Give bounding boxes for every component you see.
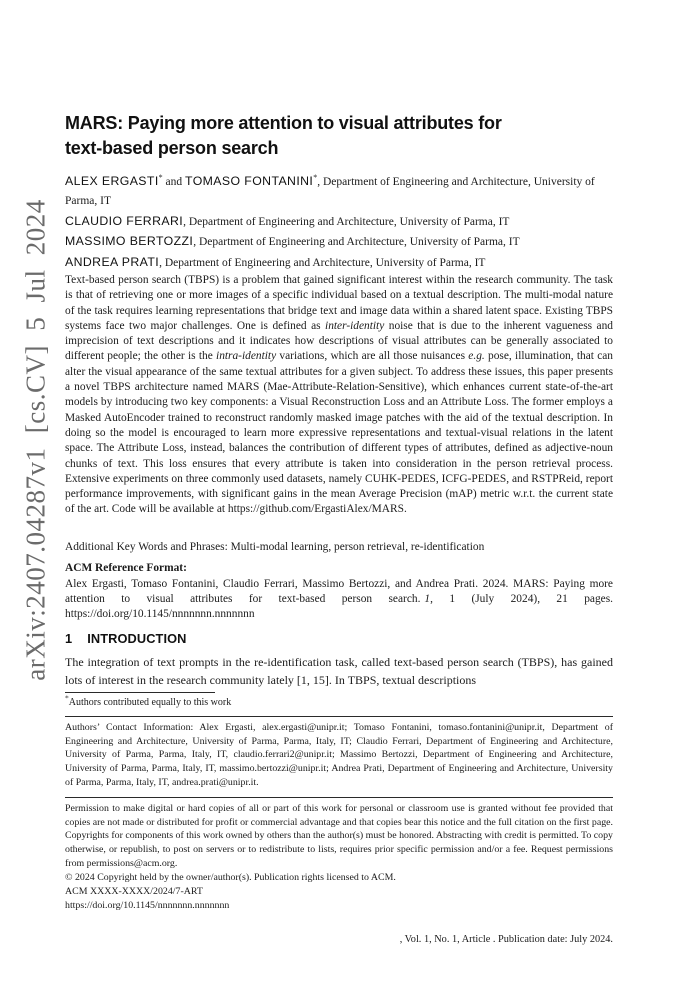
footnote-marker: * bbox=[65, 693, 69, 703]
author-block bbox=[65, 172, 613, 273]
section-title: INTRODUCTION bbox=[87, 631, 187, 646]
section-heading-introduction bbox=[65, 631, 613, 646]
arxiv-watermark: arXiv:2407.04287v1 [cs.CV] 5 Jul 2024 bbox=[20, 199, 51, 681]
author-affiliation: , Department of Engineering and Architecture, University of Parma, IT bbox=[183, 215, 510, 228]
author-affiliation: , Department of Engineering and Architecture, University of Parma, IT bbox=[159, 256, 486, 269]
introduction-paragraph: The integration of text prompts in the re-identification task, called text-based person search (TBPS), has gained lots of interest in the research community lately [1, 15]. In TBPS, textual descriptions bbox=[65, 655, 613, 687]
acm-reference-format-header: ACM Reference Format: bbox=[65, 562, 187, 574]
authors-contact-information: Authors’ Contact Information: Alex Ergasti, alex.ergasti@unipr.it; Tomaso Fontanini, tomaso.fontanini@unipr.it, Department of Engineering and Architecture, University of Parma, Parma, Italy, IT; Claudio Ferrari, Department of Engineering and Architecture, University of Parma, Parma, Italy, IT, claudio.ferrari2@unipr.it; Massimo Bertozzi, Department of Engineering and Architecture, University of Parma, Parma, Italy, IT, massimo.bertozzi@unipr.it; Andrea Prati, Department of Engineering and Architecture, University of Parma, Parma, Italy, IT, andrea.prati@unipr.it. bbox=[65, 722, 613, 788]
doi-footer-link[interactable]: https://doi.org/10.1145/nnnnnnn.nnnnnnn bbox=[65, 900, 230, 911]
author-name-fontanini: TOMASO FONTANINI bbox=[185, 174, 314, 188]
paper-title-line2: text-based person search bbox=[65, 138, 279, 158]
abstract-text: . bbox=[403, 503, 407, 516]
author-line-2 bbox=[65, 212, 613, 232]
author-name-bertozzi: MASSIMO BERTOZZI bbox=[65, 234, 194, 249]
abstract-italic-eg: e.g. bbox=[468, 350, 485, 363]
footnote-marker: * bbox=[158, 173, 163, 183]
author-name-ergasti: ALEX ERGASTI bbox=[65, 174, 159, 188]
permission-notice: Permission to make digital or hard copies of all or part of this work for personal or classroom use is granted without fee provided that copies are not made or distributed for profit or commercial advantage and that copies bear this notice and the full citation on the first page. Copyrights for components of this work owned by others than the author(s) must be honored. Abstracting with credit is permitted. To copy otherwise, or republish, to post on servers or to redistribute to lists, requires prior specific permission and/or a fee. Request permissions from permissions@acm.org. bbox=[65, 803, 613, 869]
doi-link[interactable]: https://doi.org/10.1145/nnnnnnn.nnnnnnn bbox=[65, 608, 255, 620]
author-name-ferrari: CLAUDIO FERRARI bbox=[65, 213, 184, 228]
author-affiliation: , Department of Engineering and Architecture, University of Parma, IT bbox=[193, 236, 520, 249]
journal-footer-line: , Vol. 1, No. 1, Article . Publication date: July 2024. bbox=[399, 934, 613, 945]
author-affiliation: , Department of Engineering and Architecture, University of Parma, IT bbox=[65, 176, 595, 208]
author-line-1 bbox=[65, 172, 613, 212]
paper-title-line1: MARS: Paying more attention to visual attributes for bbox=[65, 113, 502, 133]
abstract-italic-inter-identity: inter-identity bbox=[325, 319, 385, 332]
section-number: 1 bbox=[65, 631, 73, 646]
github-link[interactable]: https://github.com/ErgastiAlex/MARS bbox=[227, 503, 404, 516]
abstract-text: variations, which are all those nuisances bbox=[276, 350, 469, 363]
contact-divider-rule bbox=[65, 716, 613, 717]
footnote-rule bbox=[65, 692, 215, 693]
abstract-text: Text-based person search (TBPS) is a problem that gained significant interest within the research community. The task is that of retrieving one or more images of a specific individual based on a textual description. The multi-modal nature of the task requires learning representations that bridge text and image data within a shared latent space. Existing TBPS systems face two major challenges. One is defined as bbox=[65, 274, 613, 332]
author-line-4 bbox=[65, 253, 613, 273]
author-line-3 bbox=[65, 232, 613, 252]
abstract-italic-intra-identity: intra-identity bbox=[216, 350, 277, 363]
abstract-text: pose, illumination, that can alter the visual appearance of the same textual attributes for a given subject. To address these issues, this paper presents a novel TBPS architecture named MARS (Mae-Attribute-Relation-Sensitive), which enhances current state-of-the-art models by introducing two key components: a Visual Reconstruction Loss and an Attribute Loss. The former employs a Masked AutoEncoder trained to reconstruct randomly masked image patches with the aid of the textual description. In doing so the model is encouraged to learn more expressive representations and textual-visual relations in the latent space. The Attribute Loss, instead, balances the contribution of different types of attributes, defined as adjective-noun chunks of text. This loss ensures that every attribute is taken into consideration in the person retrieval process. Extensive experiments on three commonly used datasets, namely CUHK-PEDES, ICFG-PEDES, and RSTPReid, report performance improvements, with significant gains in the mean Average Precision (mAP) metric w.r.t. the current state of the art. Code will be available at bbox=[65, 350, 614, 516]
permission-divider-rule bbox=[65, 797, 613, 798]
footnote-text: Authors contributed equally to this work bbox=[68, 697, 232, 708]
acm-issn-line: ACM XXXX-XXXX/2024/7-ART bbox=[65, 886, 203, 897]
abstract-text: noise that is due to the inherent vagueness and imprecision of text descriptions and it indicates how descriptions of visual attributes can be generally associated to different people; the other is the bbox=[65, 319, 613, 363]
acm-reference-text: Alex Ergasti, Tomaso Fontanini, Claudio Ferrari, Massimo Bertozzi, and Andrea Prati. 2024. MARS: Paying more attention to visual attributes for text-based person search. bbox=[65, 578, 613, 605]
equal-contribution-footnote bbox=[65, 693, 613, 708]
author-name-prati: ANDREA PRATI bbox=[65, 254, 160, 269]
paper-title bbox=[65, 111, 613, 161]
acm-reference-text: , 1 (July 2024), 21 pages. bbox=[430, 593, 613, 605]
acm-reference-citation bbox=[65, 577, 613, 622]
copyright-line: © 2024 Copyright held by the owner/author(s). Publication rights licensed to ACM. bbox=[65, 872, 396, 883]
keywords-line: Additional Key Words and Phrases: Multi-modal learning, person retrieval, re-identification bbox=[65, 541, 485, 553]
abstract-paragraph bbox=[65, 273, 613, 518]
journal-volume: 1 bbox=[424, 593, 431, 605]
footnote-marker: * bbox=[313, 173, 318, 183]
author-connector: and bbox=[162, 176, 185, 188]
